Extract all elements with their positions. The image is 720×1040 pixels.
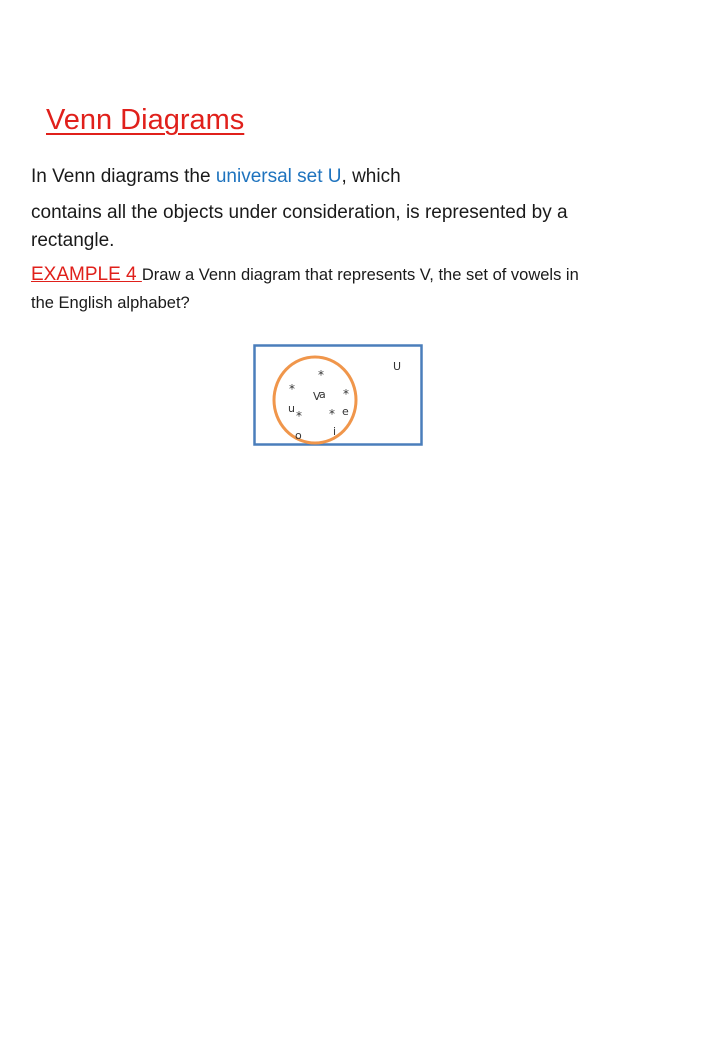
element-a: a	[319, 388, 326, 401]
element-i: i	[333, 425, 337, 438]
venn-diagram	[253, 344, 423, 446]
page-title: Venn Diagrams	[46, 104, 245, 136]
intro-line-1	[31, 164, 401, 190]
element-e: e	[342, 405, 349, 418]
set-v-label: V	[313, 390, 321, 403]
example-label: EXAMPLE 4	[31, 264, 142, 285]
element-marker: *	[289, 382, 295, 396]
intro-text-end: , which	[341, 166, 401, 187]
intro-line-2: contains all the objects under consideration, is represented by a	[31, 202, 568, 223]
element-marker: *	[343, 387, 349, 401]
universal-set-label: U	[393, 360, 402, 373]
example-line-1	[31, 262, 579, 288]
element-o: o	[295, 429, 302, 442]
example-line-2: the English alphabet?	[31, 294, 190, 312]
intro-line-3: rectangle.	[31, 230, 115, 251]
intro-text: In Venn diagrams the	[31, 166, 216, 187]
element-u: u	[288, 402, 295, 415]
element-marker: *	[296, 409, 302, 423]
universal-set-term: universal set U	[215, 166, 342, 187]
example-text: Draw a Venn diagram that represents V, the set of vowels in	[141, 266, 579, 284]
element-marker: *	[318, 368, 324, 382]
element-marker: *	[329, 407, 335, 421]
